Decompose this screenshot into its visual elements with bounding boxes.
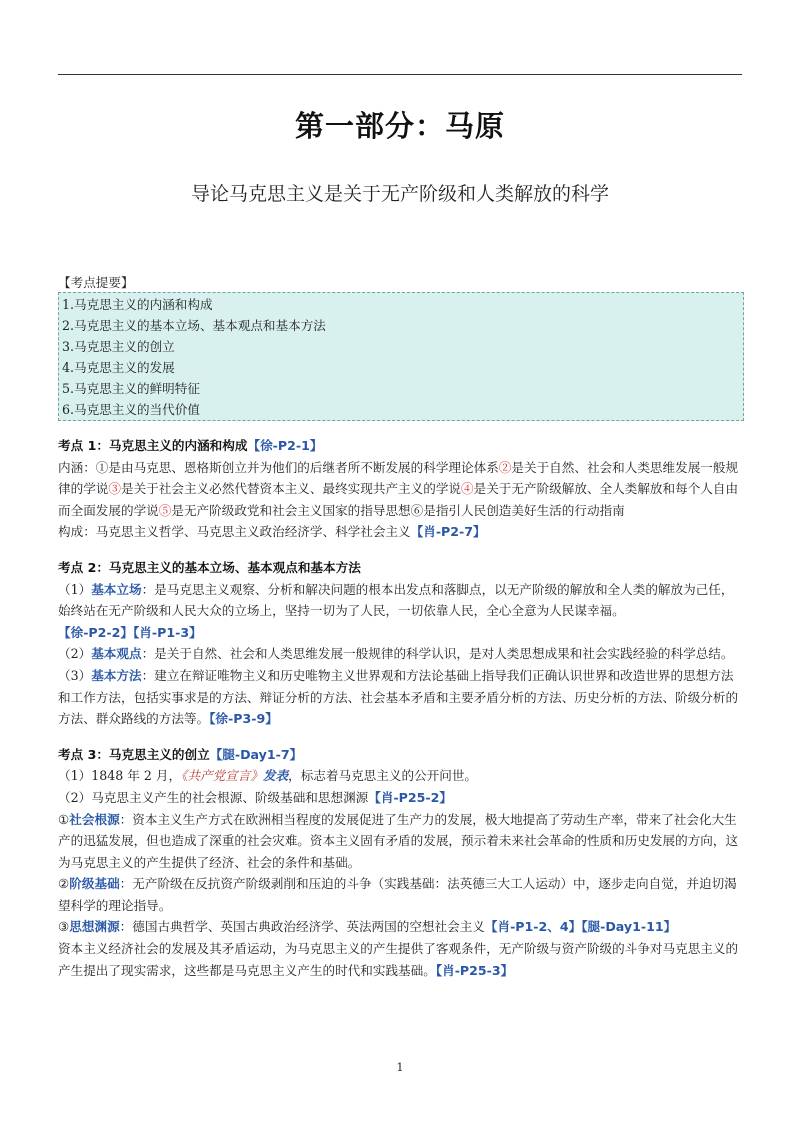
- section-2: [58, 557, 744, 730]
- paragraph-text: ：德国古典哲学、英国古典政治经济学、英法两国的空想社会主义: [119, 919, 485, 935]
- item-marker: ⑥: [410, 502, 424, 518]
- item-marker: ④: [461, 481, 474, 497]
- section-title: 考点 3：马克思主义的创立: [58, 746, 210, 762]
- item-marker: ③: [58, 919, 70, 935]
- kaodian-item: 2.马克思主义的基本立场、基本观点和基本方法: [62, 318, 326, 333]
- paragraph-text: ：无产阶级在反抗资产阶级剥削和压迫的斗争（实践基础：法英德三大工人运动）中，逐步走向自觉，并迫切渴望科学的理论指导。: [58, 876, 737, 913]
- page-title: 第一部分：马原: [294, 109, 505, 143]
- neihan-text: 是关于自然、社会和人类思维发展一般规律的学说: [58, 459, 739, 497]
- reference-tag: 【肖-P1-2、4】【腿-Day1-11】: [484, 919, 677, 935]
- manifesto-title: 《共产党宣言》: [181, 768, 263, 784]
- section-title: 考点 1：马克思主义的内涵和构成: [58, 438, 248, 453]
- page-subtitle: 导论马克思主义是关于无产阶级和人类解放的科学: [190, 183, 609, 205]
- manifesto-line: [58, 765, 744, 787]
- kaodian-header: 【考点提要】: [58, 275, 134, 290]
- jiben-guandian-paragraph: [58, 643, 744, 665]
- line-text: （2）马克思主义产生的社会根源、阶级基础和思想渊源: [58, 789, 369, 805]
- paragraph-text: ：是马克思主义观察、分析和解决问题的根本出发点和落脚点，以无产阶级的解放和全人类的解放为己任，始终站在无产阶级和人民大众的立场上，坚持一切为了人民，一切依靠人民，全心全意为人民谋幸福。: [58, 581, 734, 619]
- keyword: 基本观点: [91, 646, 142, 662]
- paragraph-text: ：是关于自然、社会和人类思维发展一般规律的科学认识，是对人类思想成果和社会实践经验的科学总结。: [141, 646, 734, 662]
- kaodian-item: 1.马克思主义的内涵和构成: [62, 297, 213, 312]
- keyword: 基本方法: [91, 667, 142, 683]
- genyuan-line: [58, 787, 744, 809]
- kaodian-box: [58, 292, 744, 421]
- item-marker: ②: [498, 459, 512, 475]
- page-number: 1: [396, 1061, 404, 1074]
- item-marker: ②: [58, 876, 70, 892]
- item-marker: ①: [95, 459, 109, 475]
- neihan-text: 是无产阶级政党和社会主义国家的指导思想: [171, 502, 411, 518]
- shehui-genyuan-paragraph: [58, 809, 744, 874]
- keyword: 思想渊源: [69, 919, 120, 935]
- keyword: 基本立场: [91, 581, 142, 597]
- reference-tag: 【徐-P2-1】: [247, 438, 323, 453]
- neihan-text: 是关于无产阶级解放、全人类解放和每个人自由而全面发展的学说: [58, 481, 739, 518]
- line-text: （1）1848 年 2 月，: [58, 768, 182, 784]
- paragraph-text: ：资本主义生产方式在欧洲相当程度的发展促进了生产力的发展，极大地提高了劳动生产率，带来了社会化大生产的迅猛发展，但也造成了深重的社会灾难。资本主义固有矛盾的发展，预示着未来社会革命的性质和历史发展的方向，这为马克思主义的产生提供了经济、社会的条件和基础。: [58, 811, 739, 870]
- reference-tag: 【肖-P25-3】: [435, 962, 514, 978]
- jieji-jichu-paragraph: [58, 873, 744, 916]
- reference-tag: 【肖-P2-7】: [410, 524, 486, 540]
- line-text: ，标志着马克思主义的公开问世。: [288, 768, 478, 784]
- neihan-label: 内涵：: [58, 459, 96, 475]
- reference-tag: 【徐-P2-2】【肖-P1-3】: [58, 624, 202, 640]
- section-title: 考点 2：马克思主义的基本立场、基本观点和基本方法: [58, 559, 361, 575]
- kaodian-item: 4.马克思主义的发展: [62, 360, 175, 375]
- item-marker: ⑤: [158, 502, 172, 518]
- item-marker: ③: [108, 481, 121, 497]
- paragraph-text: ：建立在辩证唯物主义和历史唯物主义世界观和方法论基础上指导我们正确认识世界和改造世界的思想方法和工作方法，包括实事求是的方法、辩证分析的方法、社会基本矛盾和主要矛盾分析的方法、历史分析的方法、阶级分析的方法、群众路线的方法等。: [58, 667, 739, 727]
- keyword: 阶级基础: [69, 876, 120, 892]
- goucheng-paragraph: [58, 521, 744, 543]
- keyword: 社会根源: [69, 811, 120, 827]
- neihan-text: 是关于社会主义必然代替资本主义、最终实现共产主义的学说: [120, 481, 461, 497]
- kaodian-item: 6.马克思主义的当代价值: [62, 402, 200, 417]
- reference-tag: 【徐-P3-9】: [209, 711, 278, 727]
- section-2-heading: [58, 557, 744, 579]
- kaodian-item: 3.马克思主义的创立: [62, 339, 175, 354]
- main-content: [58, 272, 744, 981]
- section-3: [58, 744, 744, 982]
- reference-tag: 【腿-Day1-7】: [209, 746, 303, 762]
- goucheng-text: 构成：马克思主义哲学、马克思主义政治经济学、科学社会主义: [58, 524, 411, 540]
- keyword: 发表: [262, 768, 289, 784]
- section-3-heading: [58, 744, 744, 766]
- paragraph-text: 资本主义经济社会的发展及其矛盾运动，为马克思主义的产生提供了客观条件，无产阶级与资产阶级的斗争对马克思主义的产生提出了现实需求，这些都是马克思主义产生的时代和实践基础。: [58, 941, 739, 978]
- item-marker: ①: [58, 811, 70, 827]
- jiben-lichang-paragraph: [58, 579, 744, 644]
- neihan-text: 是指引人民创造美好生活的行动指南: [423, 502, 625, 518]
- kaodian-item: 5.马克思主义的鲜明特征: [62, 381, 200, 396]
- top-rule: [58, 74, 742, 75]
- neihan-paragraph: [58, 457, 744, 522]
- section-1-heading: [58, 435, 744, 457]
- section-1: [58, 435, 744, 543]
- item-prefix: （1）: [58, 581, 92, 597]
- neihan-text: 是由马克思、恩格斯创立并为他们的后继者所不断发展的科学理论体系: [108, 459, 499, 475]
- item-prefix: （3）: [58, 667, 92, 683]
- shidai-jichu-paragraph: [58, 938, 744, 981]
- item-prefix: （2）: [58, 646, 92, 662]
- sixiang-yuanyuan-paragraph: [58, 916, 744, 938]
- reference-tag: 【肖-P25-2】: [368, 789, 453, 805]
- jiben-fangfa-paragraph: [58, 665, 744, 730]
